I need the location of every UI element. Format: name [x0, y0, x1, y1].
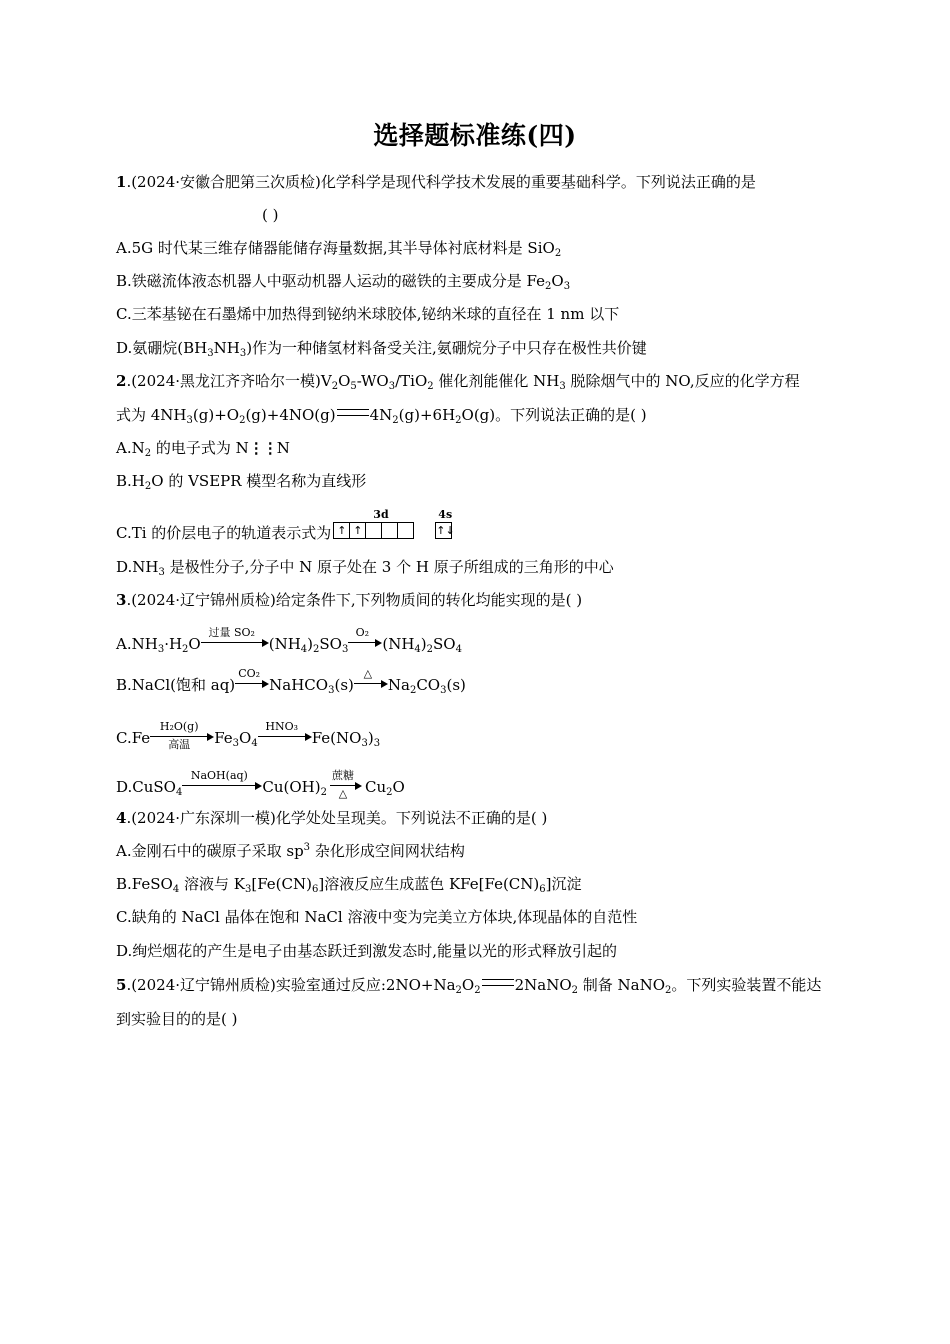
- q4-option-b: B.FeSO$_4$ 溶液与 $K_3[Fe(CN)_6]$溶液反应生成蓝色 $KFe[Fe(CN)_6]$沉淀: [116, 875, 582, 895]
- q5-stem-line1: 5.(2024·辽宁锦州质检)实验室通过反应$:2NO+Na_2O_2$ 2NaNO$_2$ 制备 NaNO$_2$。下列实验装置不能达: [116, 976, 822, 996]
- q5-number: 5: [116, 976, 127, 994]
- orbital-box-3d-2: ↑: [349, 522, 366, 539]
- orbital-box-3d-5: [397, 522, 414, 539]
- q1-answer-paren: ( ): [262, 206, 279, 224]
- triple-bond-dots: ⋮⋮: [248, 439, 277, 457]
- orbital-box-4s: ↑↓: [436, 524, 455, 537]
- reaction-arrow: CO₂: [235, 676, 269, 690]
- q3-option-d: D.CuSO$_4$ NaOH(aq) $Cu(OH)_2$ 蔗糖 △ $Cu_2O$: [116, 769, 405, 800]
- orbital-box-3d-1: ↑: [333, 522, 350, 539]
- q3-number: 3: [116, 591, 127, 609]
- q1-option-a: A.5G 时代某三维存储器能储存海量数据,其半导体衬底材料是 SiO$_2$: [116, 239, 562, 259]
- q4-stem: 4.(2024·广东深圳一模)化学处处呈现美。下列说法不正确的是( ): [116, 809, 548, 827]
- q1-stem: 1.(2024·安徽合肥第三次质检)化学科学是现代科学技术发展的重要基础科学。下列说法正确的是: [116, 173, 756, 191]
- equals-sign: [337, 409, 369, 416]
- reaction-arrow: H₂O(g) 高温: [150, 729, 214, 743]
- orbital-label-3d: 3d: [373, 508, 389, 521]
- q4-option-a: A.金刚石中的碳原子采取 $sp^3$ 杂化形成空间网状结构: [116, 842, 465, 860]
- q4-number: 4: [116, 809, 127, 827]
- q2-stem-line1: 2.(2024·黑龙江齐齐哈尔一模)$V_2O_5-WO_3/TiO_2$ 催化剂能催化 $NH_3$ 脱除烟气中的 NO,反应的化学方程: [116, 372, 800, 392]
- q1-option-b: B.铁磁流体液态机器人中驱动机器人运动的磁铁的主要成分是 $Fe_2O_3$: [116, 272, 571, 292]
- reaction-arrow: NaOH(aq): [182, 778, 262, 792]
- reaction-arrow: 蔗糖 △: [330, 778, 362, 792]
- orbital-box-3d-3: [365, 522, 382, 539]
- orbital-diagram: [331, 508, 455, 542]
- q4-option-d: D.绚烂烟花的产生是电子由基态跃迁到激发态时,能量以光的形式释放引起的: [116, 942, 618, 960]
- q1-option-d: D.氨硼烷$(BH_3NH_3)$作为一种储氢材料备受关注,氨硼烷分子中只存在极性共价键: [116, 339, 647, 359]
- q3-option-a: $A.NH_3\cdot H_2O$ 过量 SO₂ $(NH_4)_2SO_3$ O₂ $(NH_4)_2SO_4$: [116, 626, 462, 655]
- q1-option-c: C.三苯基铋在石墨烯中加热得到铋纳米球胶体,铋纳米球的直径在 1 nm 以下: [116, 305, 620, 323]
- q2-number: 2: [116, 372, 127, 390]
- orbital-box-3d-4: [381, 522, 398, 539]
- q2-option-a: $A.N_2$ 的电子式为 N⋮⋮N: [116, 439, 290, 459]
- reaction-arrow: 过量 SO₂: [201, 635, 269, 649]
- q2-option-c: C.Ti 的价层电子的轨道表示式为 3d 4s ↑ ↑ ↑↓: [116, 522, 455, 543]
- reaction-arrow: O₂: [348, 635, 382, 649]
- q4-option-c: C.缺角的 NaCl 晶体在饱和 NaCl 溶液中变为完美立方体块,体现晶体的自范性: [116, 908, 638, 926]
- q2-option-d: $D.NH_3$ 是极性分子,分子中 N 原子处在 3 个 H 原子所组成的三角形的中心: [116, 558, 614, 578]
- equals-sign: [482, 979, 514, 986]
- q1-number: 1: [116, 173, 127, 191]
- q5-stem-line2: 到实验目的的是( ): [116, 1010, 238, 1028]
- q3-option-b: B.NaCl(饱和 aq) CO₂ NaHCO$_3$(s) △ $Na_2CO_3(s)$: [116, 667, 466, 696]
- orbital-label-4s: 4s: [438, 508, 453, 521]
- reaction-arrow: △: [354, 676, 388, 690]
- reaction-arrow: HNO₃: [258, 729, 312, 743]
- page-title: 选择题标准练(四): [373, 121, 577, 150]
- q2-option-b: $B.H_2O$ 的 VSEPR 模型名称为直线形: [116, 472, 367, 492]
- q3-stem: 3.(2024·辽宁锦州质检)给定条件下,下列物质间的转化均能实现的是( ): [116, 591, 583, 609]
- q2-stem-line2: 式为 $4NH_3(g)+O_2(g)+4NO(g)$ $4N_2(g)+6H_2O(g)$。下列说法正确的是( ): [116, 406, 647, 426]
- q3-option-c: C.Fe H₂O(g) 高温 $Fe_3O_4$ HNO₃ $Fe(NO_3)_3$: [116, 720, 381, 751]
